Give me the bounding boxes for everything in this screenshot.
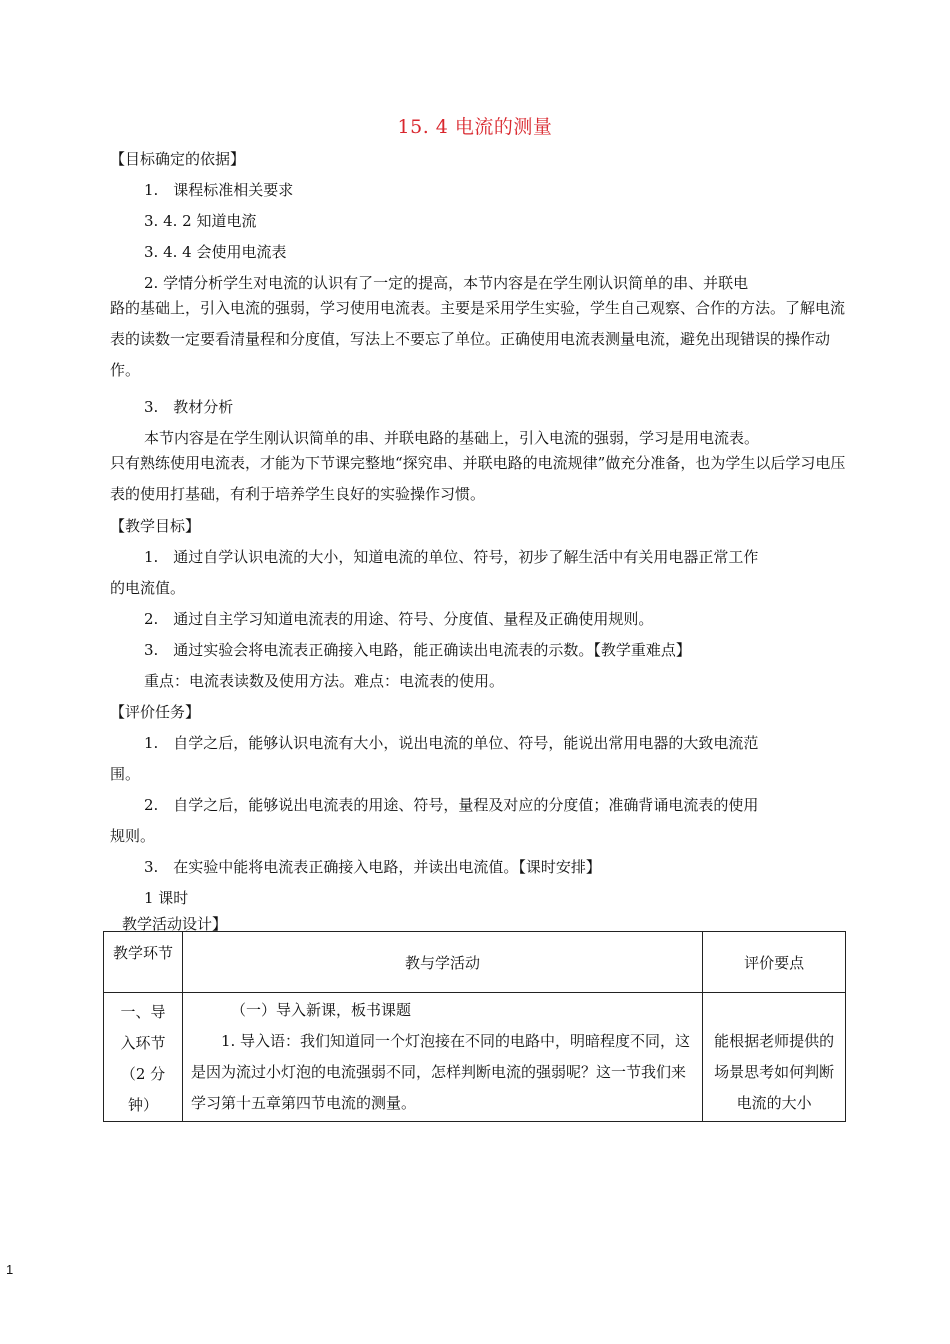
eval-1-rest: 围。 [110, 765, 141, 783]
row-evaluation [703, 993, 846, 1122]
basis-item-3: 3. 教材分析 [144, 398, 234, 416]
page-title: 15. 4 电流的测量 [397, 116, 553, 138]
basis-item-3-first: 本节内容是在学生刚认识简单的串、并联电路的基础上，引入电流的强弱，学习是用电流表。 [144, 429, 760, 447]
basis-standard-1: 3. 4. 2 知道电流 [144, 212, 257, 230]
table-row [104, 993, 846, 1122]
row-evaluation-text: 能根据老师提供的场景思考如何判断电流的大小 [714, 1032, 835, 1112]
goal-1-first: 1. 通过自学认识电流的大小，知道电流的单位、符号，初步了解生活中有关用电器正常工作 [144, 548, 759, 566]
header-activities: 教与学活动 [182, 932, 702, 993]
basis-item-3-rest: 只有熟练使用电流表，才能为下节课完整地“探究串、并联电路的电流规律”做充分准备，也为学生以后学习电压表的使用打基础，有利于培养学生良好的实验操作习惯。 [110, 454, 846, 503]
basis-item-2-rest: 路的基础上，引入电流的强弱，学习使用电流表。主要是采用学生实验，学生自己观察、合作的方法。了解电流表的读数一定要看清量程和分度值，写法上不要忘了单位。正确使用电流表测量电流，避免出现错误的操作动作。 [110, 299, 846, 379]
heading-goals: 【教学目标】 [110, 517, 201, 535]
activity-table [103, 931, 846, 1122]
activity-design-heading: 教学活动设计】 [122, 915, 228, 933]
row-body: 1. 导入语：我们知道同一个灯泡接在不同的电路中，明暗程度不同，这是因为流过小灯泡的电流强弱不同，怎样判断电流的强弱呢？这一节我们来学习第十五章第四节电流的测量。 [190, 1032, 691, 1112]
row-subheading: （一）导入新课，板书课题 [230, 1001, 411, 1019]
table-header-row [104, 932, 846, 993]
goal-3: 3. 通过实验会将电流表正确接入电路，能正确读出电流表的示数。【教学重难点】 [144, 641, 691, 659]
goal-1-rest: 的电流值。 [110, 579, 186, 597]
row-stage [104, 993, 183, 1122]
eval-2-rest: 规则。 [110, 827, 156, 845]
basis-item-2-first: 2. 学情分析学生对电流的认识有了一定的提高，本节内容是在学生刚认识简单的串、并联电 [144, 274, 749, 292]
header-teaching-stage: 教学环节 [104, 932, 183, 993]
key-points: 重点：电流表读数及使用方法。难点：电流表的使用。 [144, 672, 505, 690]
heading-eval: 【评价任务】 [110, 703, 201, 721]
goal-2: 2. 通过自主学习知道电流表的用途、符号、分度值、量程及正确使用规则。 [144, 610, 654, 628]
page-number: 1 [6, 1262, 14, 1277]
heading-basis: 【目标确定的依据】 [110, 150, 246, 168]
row-activities [182, 993, 702, 1122]
row-stage-text: 一、导入环节（2 分钟） [120, 1003, 166, 1114]
eval-2-first: 2. 自学之后，能够说出电流表的用途、符号，量程及对应的分度值；准确背诵电流表的使用 [144, 796, 759, 814]
basis-item-1: 1. 课程标准相关要求 [144, 181, 294, 199]
basis-standard-2: 3. 4. 4 会使用电流表 [144, 243, 287, 261]
eval-3: 3. 在实验中能将电流表正确接入电路，并读出电流值。【课时安排】 [144, 858, 601, 876]
eval-1-first: 1. 自学之后，能够认识电流有大小，说出电流的单位、符号，能说出常用电器的大致电流范 [144, 734, 759, 752]
header-evaluation: 评价要点 [703, 932, 846, 993]
class-hours: 1 课时 [144, 889, 189, 907]
